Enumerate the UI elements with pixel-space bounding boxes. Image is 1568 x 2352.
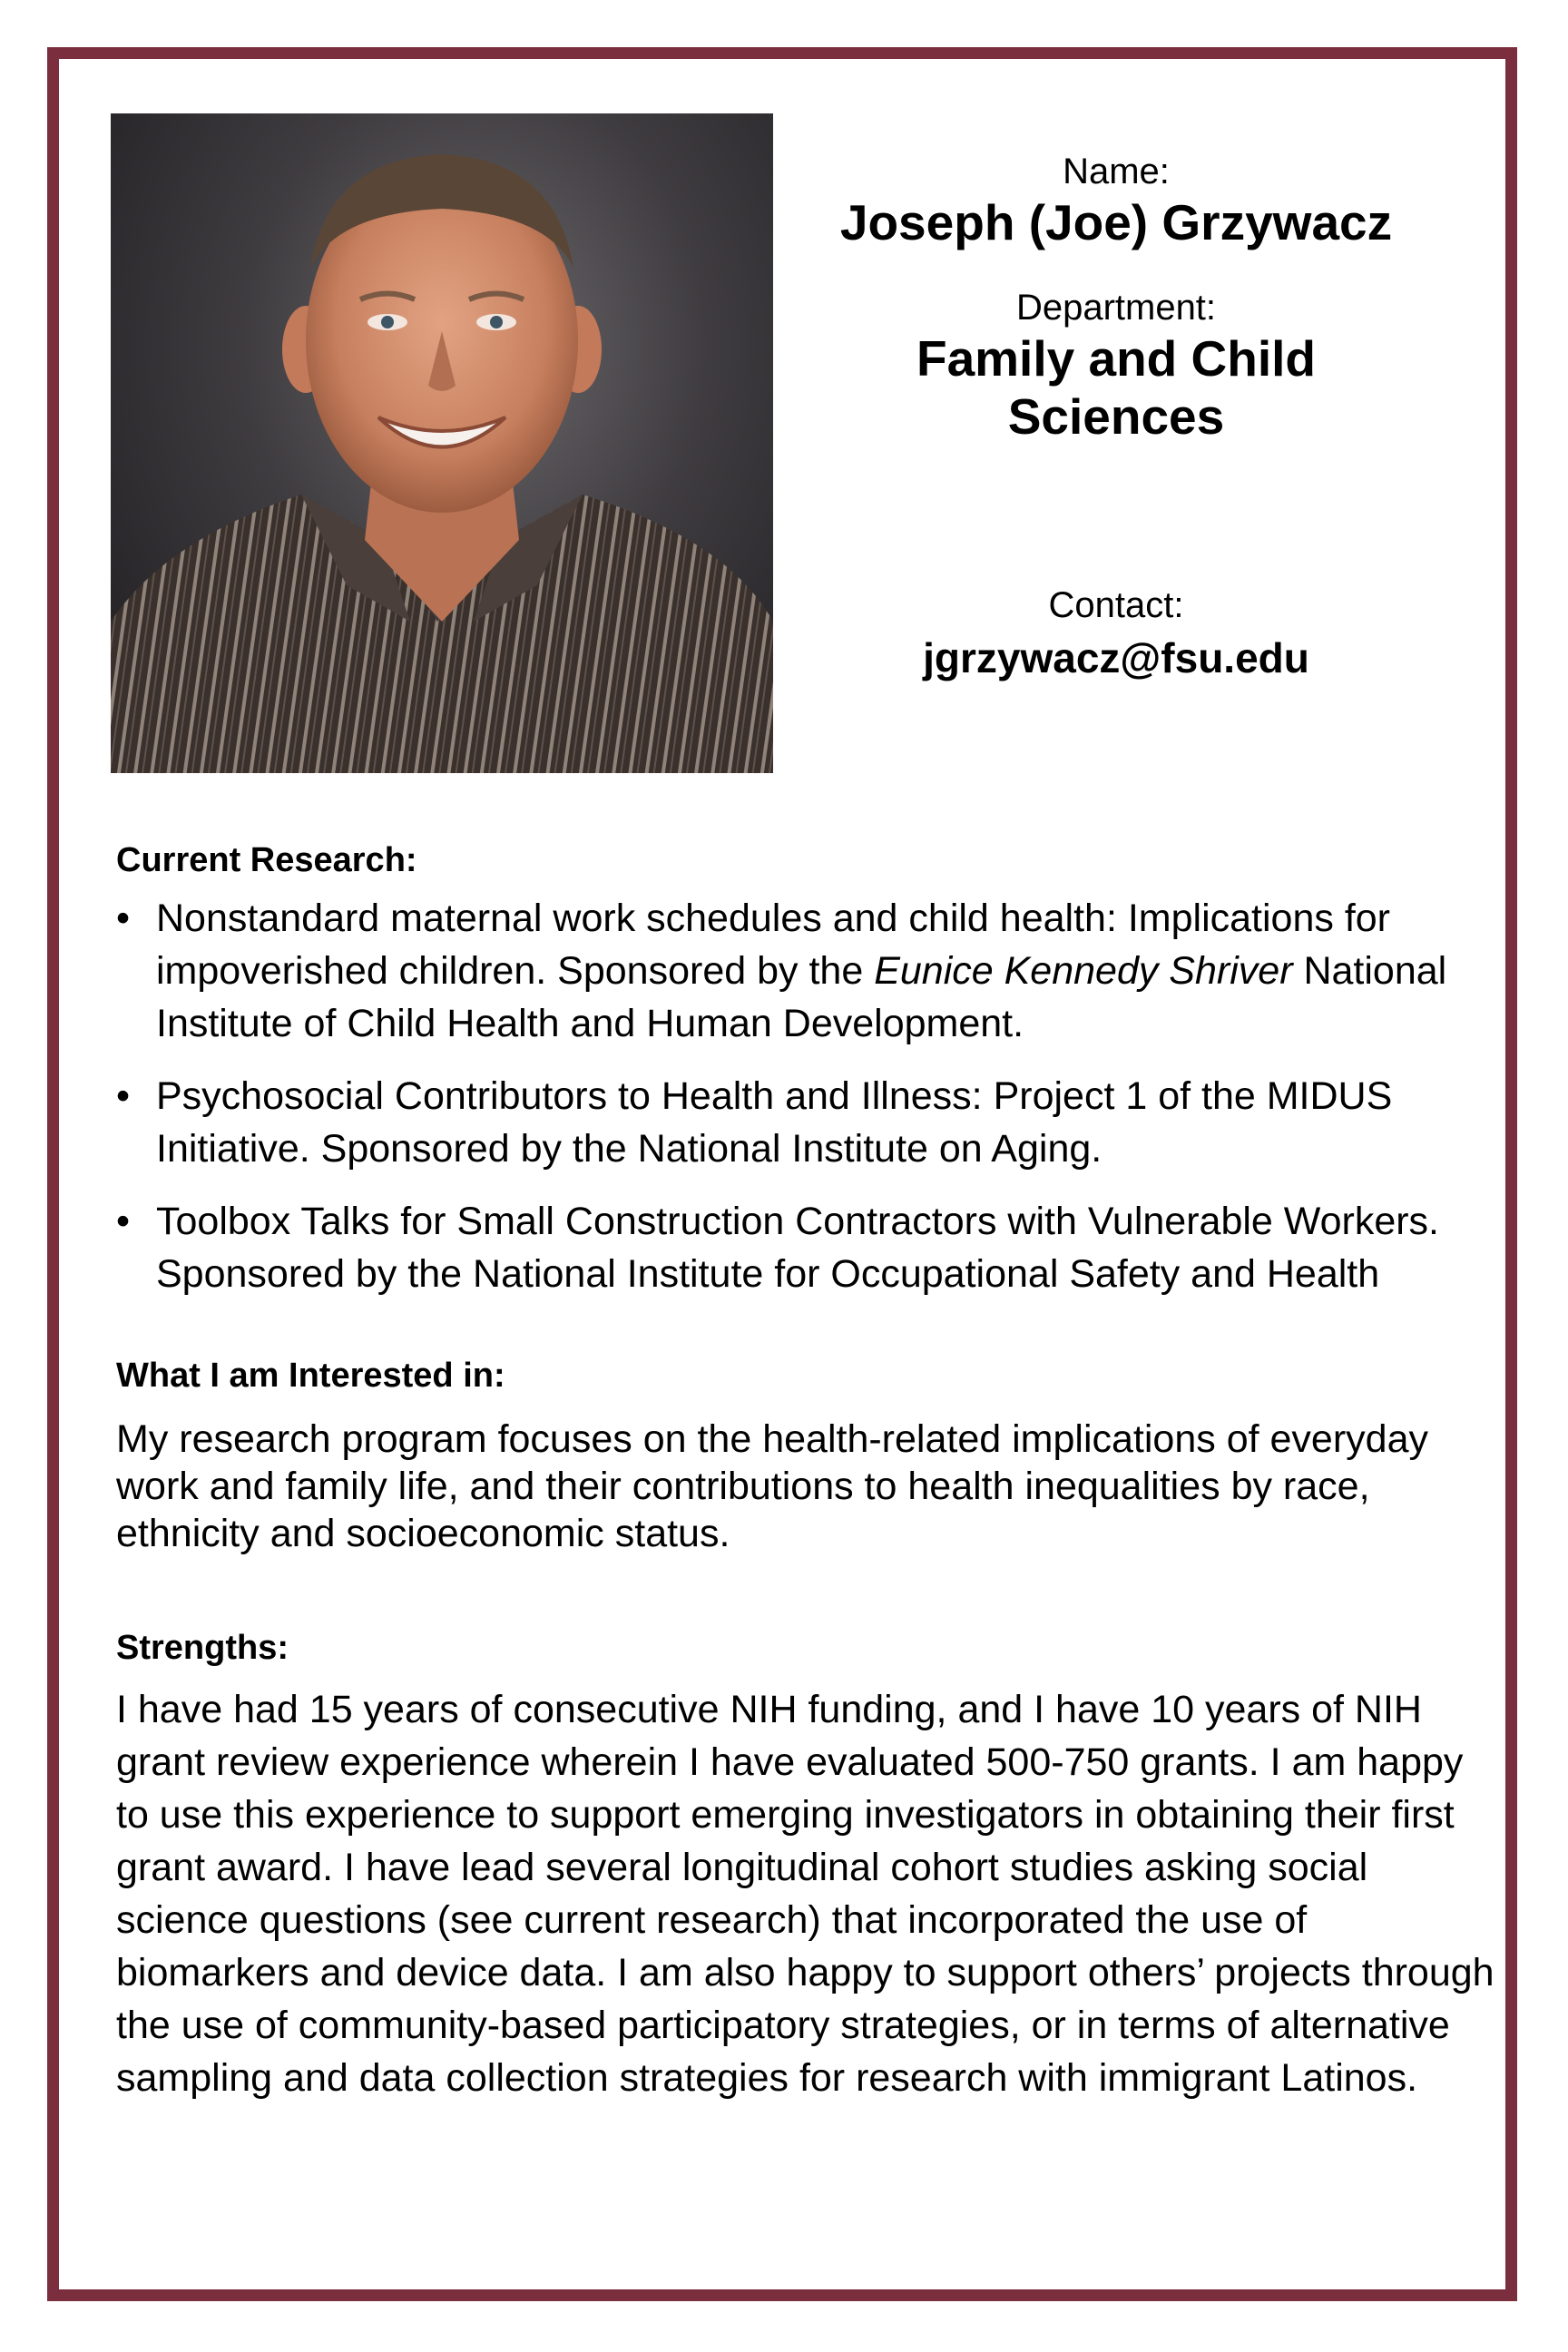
research-item-2 <box>116 1070 1532 1175</box>
interests-heading: What I am Interested in: <box>116 1357 505 1395</box>
research-list <box>116 892 1532 1320</box>
research-item-2-text: Psychosocial Contributors to Health and Illness: Project 1 of the MIDUS Initiative. Sponsored by the National Institute on Aging. <box>156 1074 1393 1171</box>
research-item-1-text-a: Nonstandard maternal work schedules and child health: Implications for impoverished children. Sponsored by the <box>156 897 1391 993</box>
bullet-icon: • <box>116 1074 131 1118</box>
research-item-1 <box>116 892 1532 1050</box>
profile-card-frame <box>47 47 1517 2301</box>
interests-text: My research program focuses on the health-related implications of everyday work and family life, and their contributions to health inequalities by race, ethnicity and socioeconomic status. <box>116 1417 1428 1555</box>
identity-block <box>803 150 1429 683</box>
research-item-3 <box>116 1195 1532 1300</box>
research-item-1-text-b: National Institute of Child Health and Human Development. <box>156 949 1447 1045</box>
research-item-1-italic: Eunice Kennedy Shriver <box>874 949 1293 993</box>
contact-email[interactable]: jgrzywacz@fsu.edu <box>923 634 1309 681</box>
bullet-icon: • <box>116 897 131 940</box>
portrait-image <box>111 113 773 773</box>
current-research-heading: Current Research: <box>116 841 417 879</box>
bullet-icon: • <box>116 1200 131 1243</box>
department-label: Department: <box>1015 288 1217 328</box>
research-item-3-text: Toolbox Talks for Small Construction Contractors with Vulnerable Workers. Sponsored by the National Institute for Occupational Safety and Health <box>156 1200 1440 1296</box>
contact-label: Contact: <box>1048 585 1184 625</box>
profile-photo <box>111 113 773 773</box>
person-name: Joseph (Joe) Grzywacz <box>839 194 1393 250</box>
strengths-heading: Strengths: <box>116 1629 289 1667</box>
name-label: Name: <box>1063 152 1170 191</box>
department-name: Family and Child Sciences <box>916 330 1317 445</box>
strengths-text: I have had 15 years of consecutive NIH funding, and I have 10 years of NIH grant review experience wherein I have evaluated 500-750 grants. I am happy to use this experience to support emerging investigators in obtaining their first grant award. I have lead several longitudinal cohort studies asking social science questions (see current research) that incorporated the use of biomarkers and device data. I am also happy to support others’ projects through the use of community-based participatory strategies, or in terms of alternative sampling and data collection strategies for research with immigrant Latinos. <box>116 1688 1494 2100</box>
